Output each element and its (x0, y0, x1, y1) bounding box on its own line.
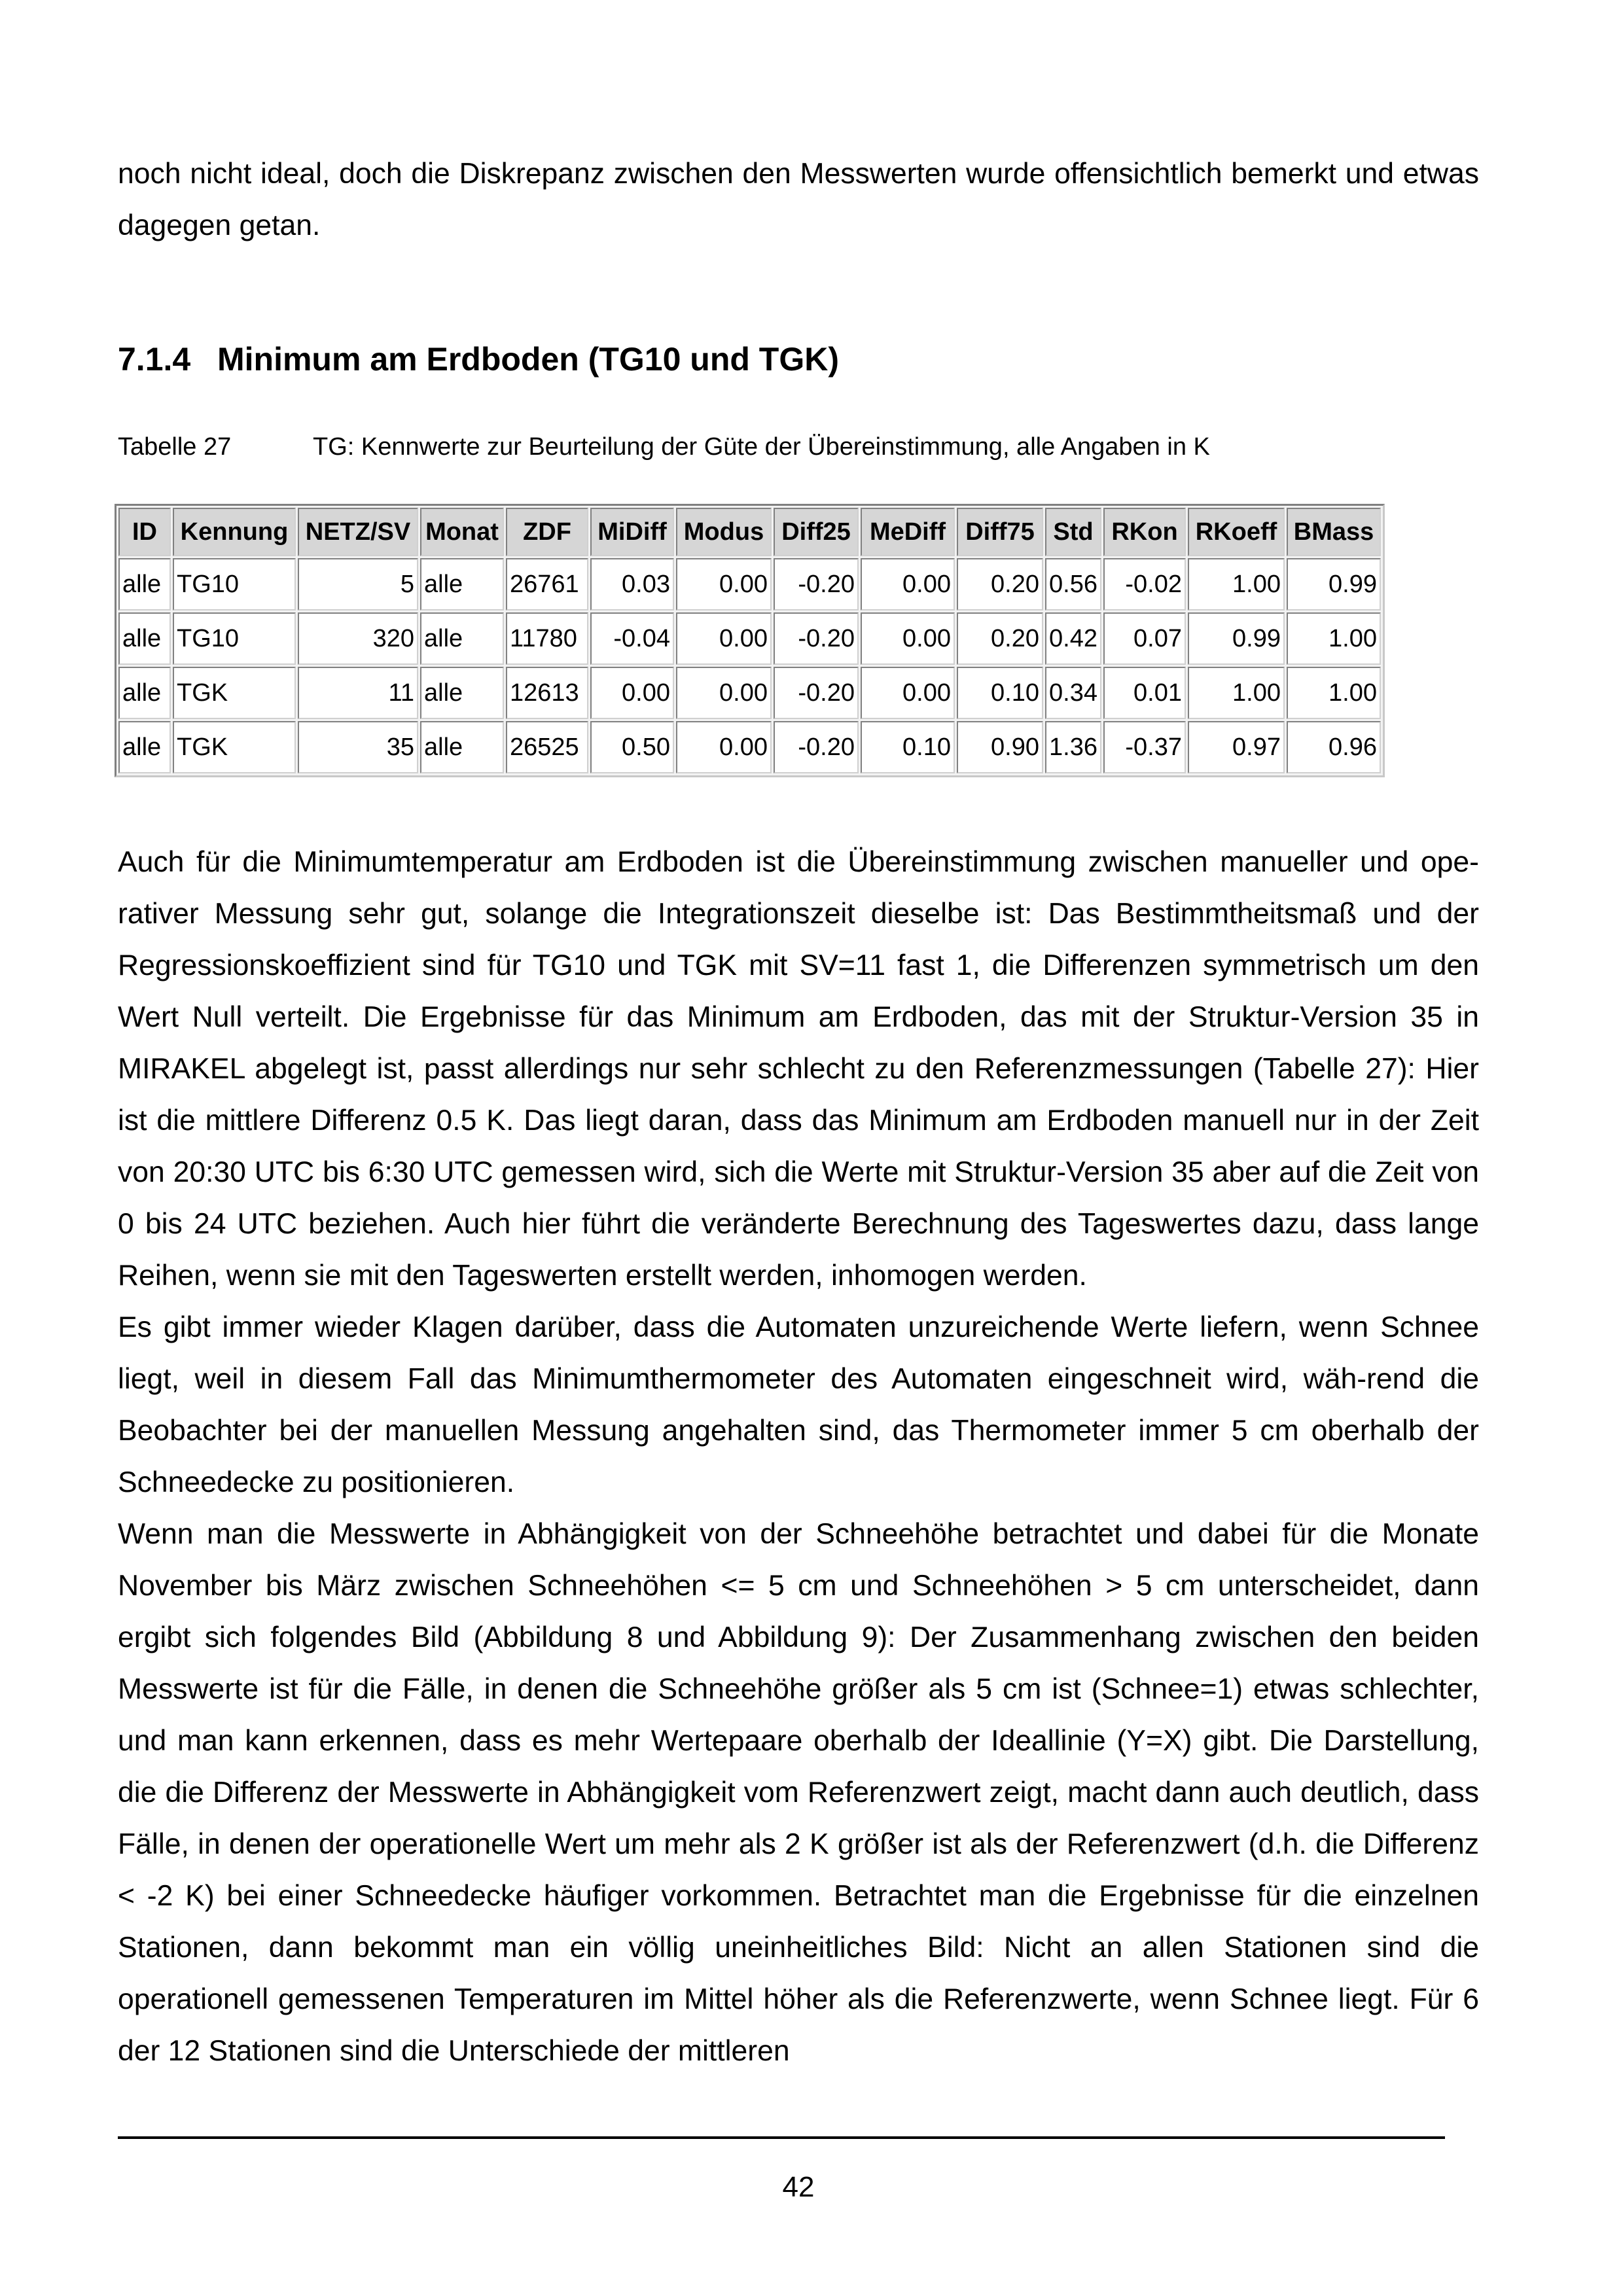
cell-zdf: 12613 (506, 667, 588, 719)
cell-netz-sv: 320 (298, 612, 418, 665)
cell-bmass: 1.00 (1287, 612, 1381, 665)
header-bmass: BMass (1287, 508, 1381, 556)
header-midiff: MiDiff (590, 508, 674, 556)
header-zdf: ZDF (506, 508, 588, 556)
cell-rkoeff: 1.00 (1188, 667, 1285, 719)
body-paragraph: Es gibt immer wieder Klagen darüber, dass die Automaten unzureichende Werte liefern, wenn Schnee liegt, weil in diesem Fall das Minimumthermometer des Automaten eingeschneit wird, wäh-rend die Beobachter bei der manuellen Messung angehalten sind, das Thermometer immer 5 cm oberhalb der Schneedecke zu positionieren. (118, 1311, 1479, 1498)
header-id: ID (118, 508, 171, 556)
cell-rkoeff: 1.00 (1188, 558, 1285, 610)
header-rkon: RKon (1103, 508, 1186, 556)
cell-monat: alle (420, 721, 504, 773)
cell-modus: 0.00 (676, 558, 772, 610)
cell-midiff: 0.50 (590, 721, 674, 773)
cell-diff75: 0.20 (957, 612, 1043, 665)
cell-monat: alle (420, 667, 504, 719)
cell-kennung: TGK (173, 721, 296, 773)
cell-netz-sv: 35 (298, 721, 418, 773)
cell-id: alle (118, 612, 171, 665)
section-title: Minimum am Erdboden (TG10 und TGK) (217, 341, 839, 378)
table-caption-label: Tabelle 27 (118, 433, 232, 461)
cell-monat: alle (420, 558, 504, 610)
cell-std: 1.36 (1045, 721, 1101, 773)
table-caption (118, 433, 1210, 461)
header-std: Std (1045, 508, 1101, 556)
cell-midiff: 0.03 (590, 558, 674, 610)
cell-kennung: TG10 (173, 612, 296, 665)
body-text (118, 836, 1479, 2077)
cell-diff75: 0.90 (957, 721, 1043, 773)
header-monat: Monat (420, 508, 504, 556)
cell-modus: 0.00 (676, 721, 772, 773)
header-mediff: MeDiff (861, 508, 955, 556)
header-modus: Modus (676, 508, 772, 556)
cell-bmass: 0.99 (1287, 558, 1381, 610)
cell-std: 0.42 (1045, 612, 1101, 665)
cell-monat: alle (420, 612, 504, 665)
header-diff25: Diff25 (774, 508, 859, 556)
cell-diff25: -0.20 (774, 612, 859, 665)
body-paragraph: Wenn man die Messwerte in Abhängigkeit von der Schneehöhe betrachtet und dabei für die Monate November bis März zwischen Schneehöhen <= 5 cm und Schneehöhen > 5 cm unterscheidet, dann ergibt sich folgendes Bild (Abbildung 8 und Abbildung 9): Der Zusammenhang zwischen den beiden Messwerte ist für die Fälle, in denen die Schneehöhe größer als 5 cm ist (Schnee=1) etwas schlechter, und man kann erkennen, dass es mehr Wertepaare oberhalb der Ideallinie (Y=X) gibt. Die Darstellung, die die Differenz der Messwerte in Abhängigkeit vom Referenzwert zeigt, macht dann auch deutlich, dass Fälle, in denen der operationelle Wert um mehr als 2 K größer ist als der Referenzwert (d.h. die Differenz < -2 K) bei einer Schneedecke häufiger vorkommen. Betrachtet man die Ergebnisse für die einzelnen Stationen, dann bekommt man ein völlig uneinheitliches Bild: Nicht an allen Stationen sind die operationell gemessenen Temperaturen im Mittel höher als die Referenzwerte, wenn Schnee liegt. Für 6 der 12 Stationen sind die Unterschiede der mittleren (118, 1518, 1479, 2067)
cell-bmass: 0.96 (1287, 721, 1381, 773)
cell-mediff: 0.00 (861, 558, 955, 610)
cell-diff25: -0.20 (774, 721, 859, 773)
cell-diff75: 0.20 (957, 558, 1043, 610)
cell-rkon: -0.37 (1103, 721, 1186, 773)
cell-diff25: -0.20 (774, 667, 859, 719)
cell-std: 0.56 (1045, 558, 1101, 610)
header-diff75: Diff75 (957, 508, 1043, 556)
cell-rkon: 0.07 (1103, 612, 1186, 665)
cell-modus: 0.00 (676, 667, 772, 719)
table-row (118, 667, 1381, 719)
cell-mediff: 0.00 (861, 612, 955, 665)
cell-modus: 0.00 (676, 612, 772, 665)
header-netz-sv: NETZ/SV (298, 508, 418, 556)
footer-rule (118, 2136, 1445, 2139)
cell-zdf: 26525 (506, 721, 588, 773)
cell-midiff: -0.04 (590, 612, 674, 665)
cell-midiff: 0.00 (590, 667, 674, 719)
page-number: 42 (782, 2171, 815, 2203)
table-caption-text: TG: Kennwerte zur Beurteilung der Güte der Übereinstimmung, alle Angaben in K (313, 433, 1210, 461)
cell-rkon: 0.01 (1103, 667, 1186, 719)
cell-id: alle (118, 721, 171, 773)
table-row (118, 558, 1381, 610)
statistics-table (115, 504, 1385, 777)
intro-paragraph: noch nicht ideal, doch die Diskrepanz zwischen den Messwerten wurde offensichtlich bemerkt und etwas dagegen getan. (118, 158, 1479, 241)
cell-diff25: -0.20 (774, 558, 859, 610)
cell-id: alle (118, 558, 171, 610)
cell-netz-sv: 5 (298, 558, 418, 610)
cell-id: alle (118, 667, 171, 719)
section-number: 7.1.4 (118, 341, 191, 378)
cell-std: 0.34 (1045, 667, 1101, 719)
cell-diff75: 0.10 (957, 667, 1043, 719)
table-row (118, 721, 1381, 773)
section-heading (118, 340, 839, 378)
cell-netz-sv: 11 (298, 667, 418, 719)
table-row (118, 612, 1381, 665)
cell-kennung: TG10 (173, 558, 296, 610)
cell-rkoeff: 0.99 (1188, 612, 1285, 665)
cell-zdf: 11780 (506, 612, 588, 665)
cell-bmass: 1.00 (1287, 667, 1381, 719)
table-container (115, 504, 1385, 777)
cell-kennung: TGK (173, 667, 296, 719)
body-paragraph: Auch für die Minimumtemperatur am Erdboden ist die Übereinstimmung zwischen manueller und ope-rativer Messung sehr gut, solange die Integrationszeit dieselbe ist: Das Bestimmtheitsmaß und der Regressionskoeffizient sind für TG10 und TGK mit SV=11 fast 1, die Differenzen symmetrisch um den Wert Null verteilt. Die Ergebnisse für das Minimum am Erdboden, das mit der Struktur-Version 35 in MIRAKEL abgelegt ist, passt allerdings nur sehr schlecht zu den Referenzmessungen (Tabelle 27): Hier ist die mittlere Differenz 0.5 K. Das liegt daran, dass das Minimum am Erdboden manuell nur in der Zeit von 20:30 UTC bis 6:30 UTC gemessen wird, sich die Werte mit Struktur-Version 35 aber auf die Zeit von 0 bis 24 UTC beziehen. Auch hier führt die veränderte Berechnung des Tageswertes dazu, dass lange Reihen, wenn sie mit den Tageswerten erstellt werden, inhomogen werden. (118, 846, 1479, 1292)
cell-mediff: 0.10 (861, 721, 955, 773)
cell-mediff: 0.00 (861, 667, 955, 719)
cell-rkoeff: 0.97 (1188, 721, 1285, 773)
header-rkoeff: RKoeff (1188, 508, 1285, 556)
table-header-row (118, 508, 1381, 556)
cell-zdf: 26761 (506, 558, 588, 610)
cell-rkon: -0.02 (1103, 558, 1186, 610)
header-kennung: Kennung (173, 508, 296, 556)
